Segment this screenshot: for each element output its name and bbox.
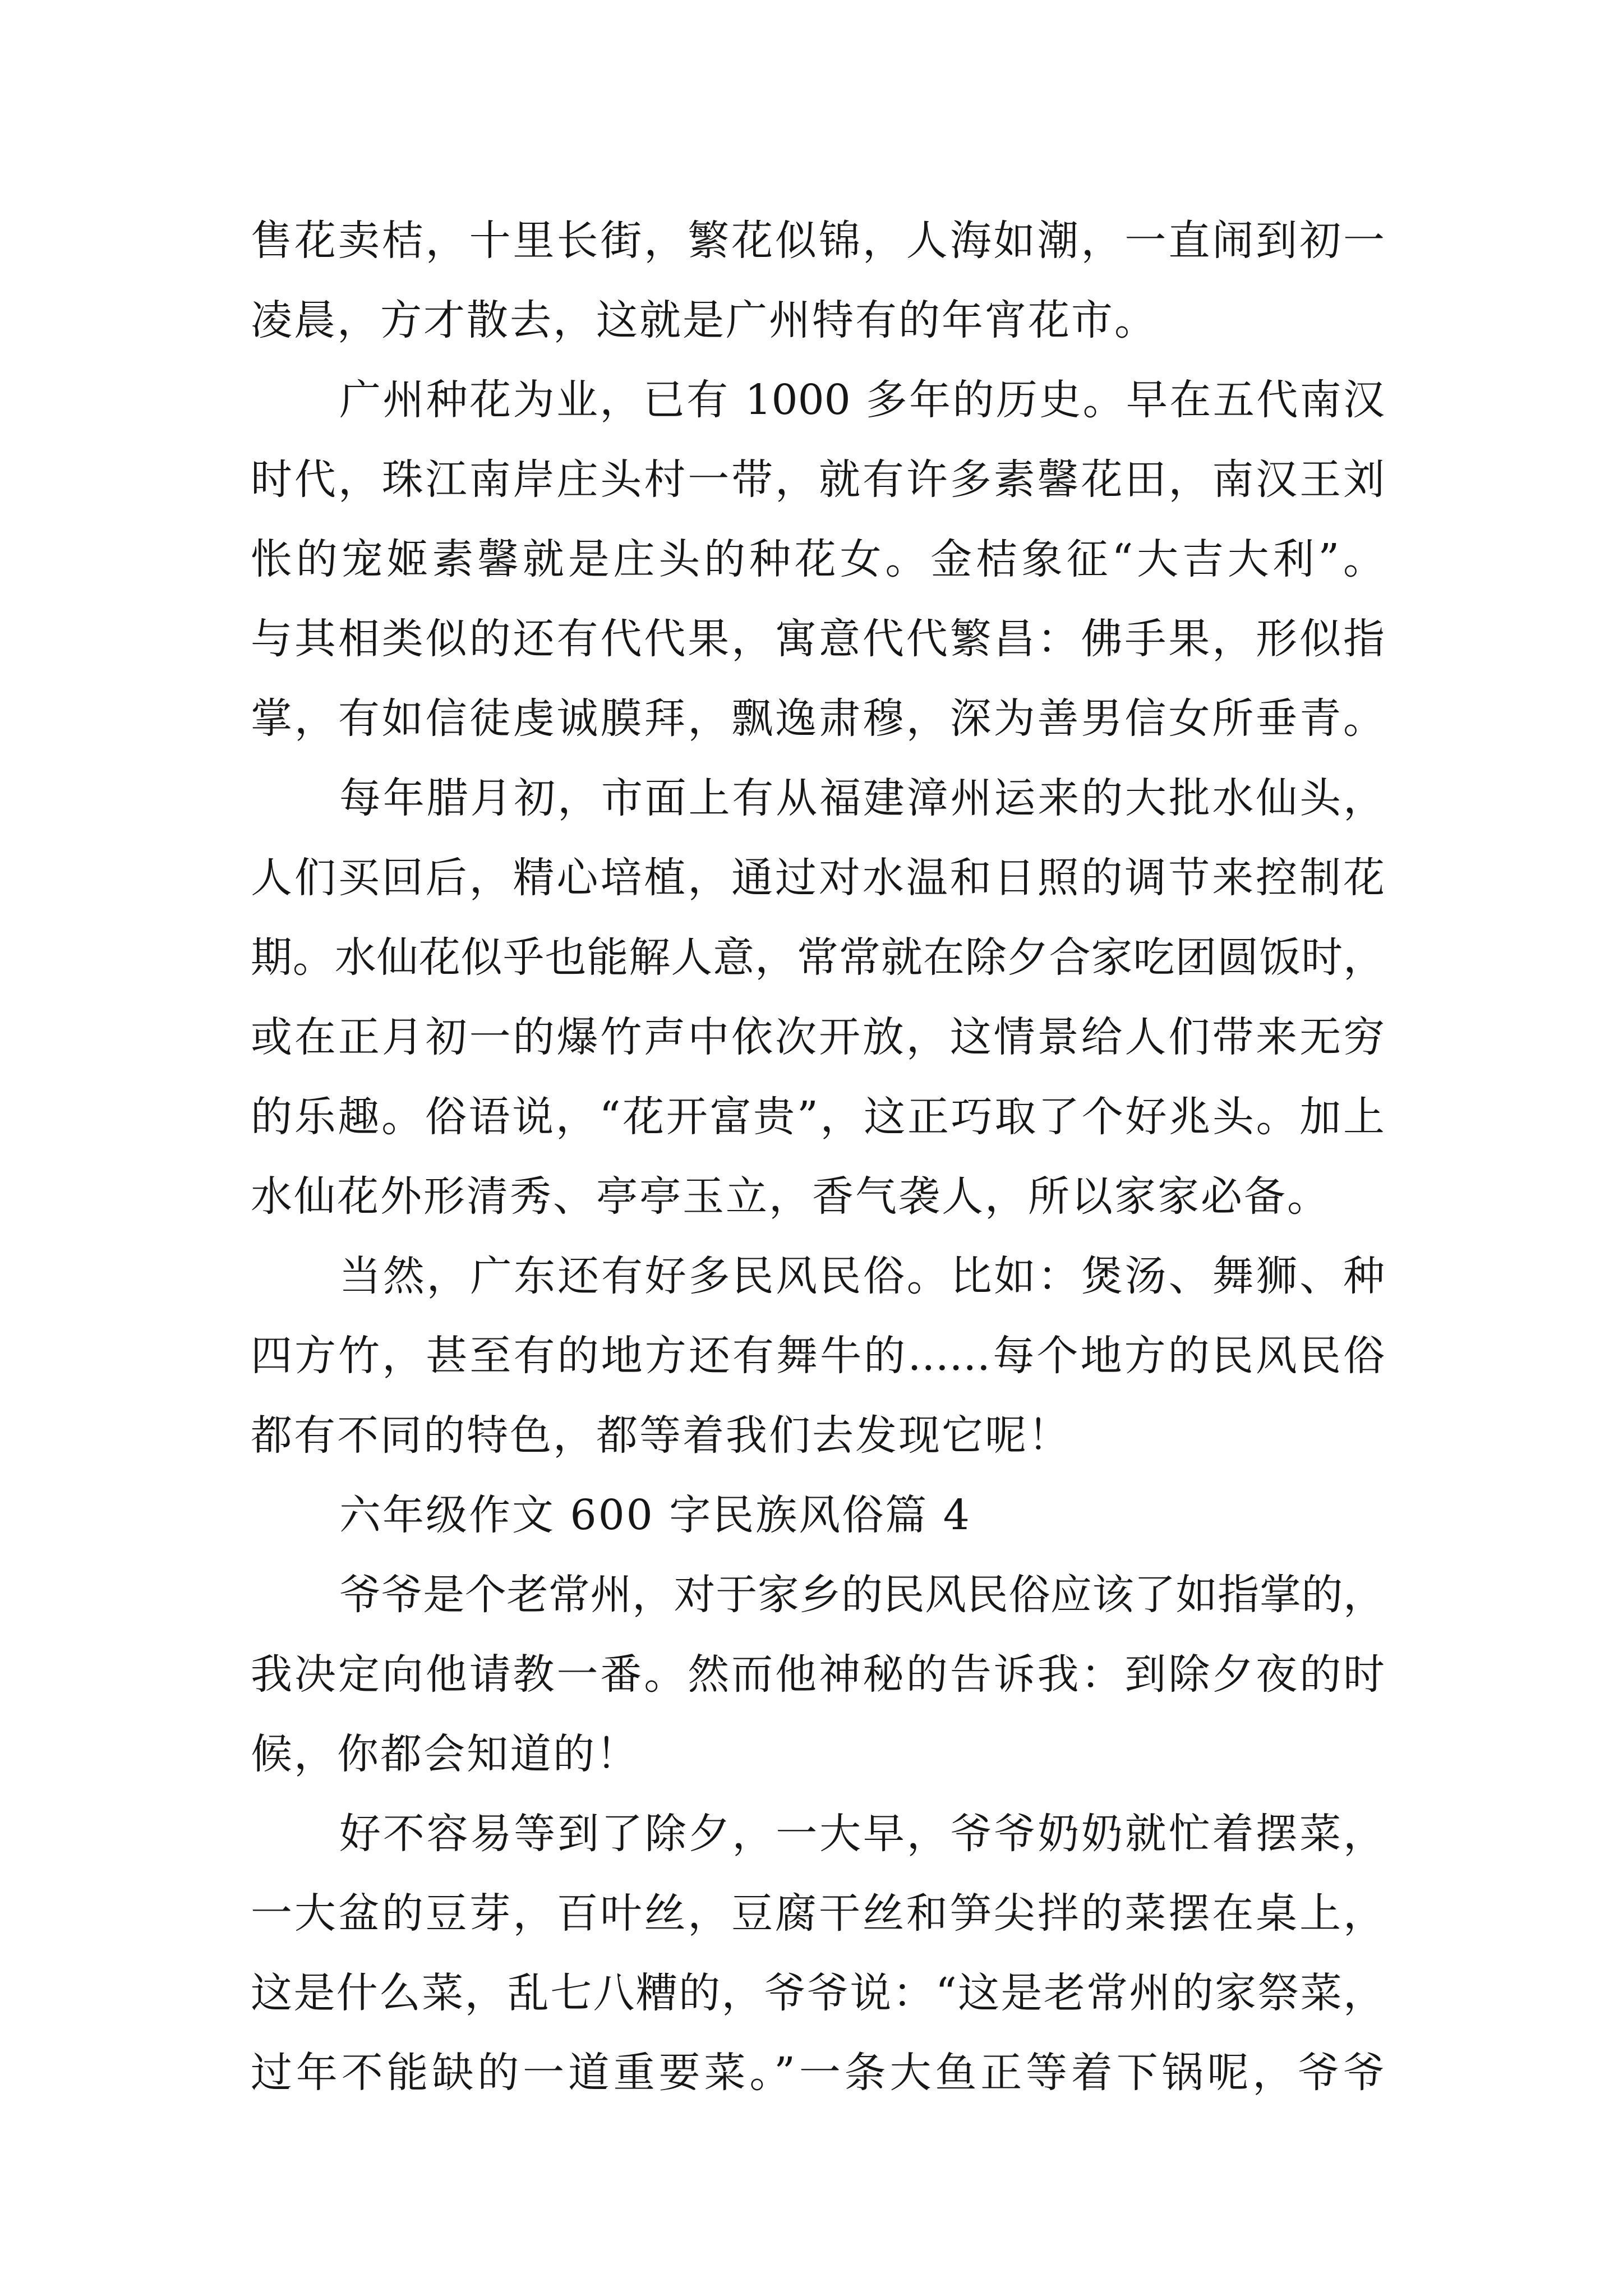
paragraph [251, 1236, 1385, 1475]
text-line: 候，你都会知道的！ [251, 1730, 639, 1778]
paragraph [251, 201, 1385, 360]
text-line: 都有不同的特色，都等着我们去发现它呢！ [251, 1411, 1071, 1460]
text-line: 与其相类似的还有代代果，寓意代代繁昌：佛手果，形似指 [251, 615, 1385, 663]
text-line: 或在正月初一的爆竹声中依次开放，这情景给人们带来无穷 [251, 1013, 1385, 1061]
text-line: 期。水仙花似乎也能解人意，常常就在除夕合家吃团圆饭时， [251, 933, 1385, 982]
text-line: 这是什么菜，乱七八糟的，爷爷说：“这是老常州的家祭菜， [251, 1969, 1385, 2017]
text-line: 好不容易等到了除夕，一大早，爷爷奶奶就忙着摆菜， [339, 1810, 1385, 1858]
text-line: 掌，有如信徒虔诚膜拜，飘逸肃穆，深为善男信女所垂青。 [251, 694, 1385, 743]
essay-heading [251, 1475, 1385, 1555]
paragraph [251, 1555, 1385, 1794]
text-line: 时代，珠江南岸庄头村一带，就有许多素馨花田，南汉王刘 [251, 455, 1385, 504]
text-line: 每年腊月初，市面上有从福建漳州运来的大批水仙头， [339, 774, 1385, 822]
text-line: 广州种花为业，已有 1000 多年的历史。早在五代南汉 [339, 376, 1385, 424]
text-line: 过年不能缺的一道重要菜。”一条大鱼正等着下锅呢，爷爷 [251, 2049, 1385, 2097]
text-line: 爷爷是个老常州，对于家乡的民风民俗应该了如指掌的， [339, 1571, 1385, 1619]
text-line: 四方竹，甚至有的地方还有舞牛的……每个地方的民风民俗 [251, 1332, 1385, 1380]
text-line: 人们买回后，精心培植，通过对水温和日照的调节来控制花 [251, 854, 1385, 902]
text-line: 售花卖桔，十里长街，繁花似锦，人海如潮，一直闹到初一 [251, 217, 1385, 265]
text-line: 一大盆的豆芽，百叶丝，豆腐干丝和笋尖拌的菜摆在桌上， [251, 1889, 1385, 1938]
essay-title: 六年级作文 600 字民族风俗篇 4 [339, 1491, 971, 1539]
text-line: 当然，广东还有好多民风民俗。比如：煲汤、舞狮、种 [339, 1252, 1385, 1300]
paragraph [251, 360, 1385, 758]
paragraph [251, 758, 1385, 1236]
text-line: 凌晨，方才散去，这就是广州特有的年宵花市。 [251, 296, 1158, 344]
text-line: 我决定向他请教一番。然而他神秘的告诉我：到除夕夜的时 [251, 1650, 1385, 1699]
text-line: 水仙花外形清秀、亭亭玉立，香气袭人，所以家家必备。 [251, 1172, 1330, 1221]
text-line: 怅的宠姬素馨就是庄头的种花女。金桔象征“大吉大利”。 [251, 535, 1385, 583]
text-line: 的乐趣。俗语说，“花开富贵”，这正巧取了个好兆头。加上 [251, 1093, 1385, 1141]
paragraph [251, 1794, 1385, 2113]
document-body [251, 201, 1385, 2113]
